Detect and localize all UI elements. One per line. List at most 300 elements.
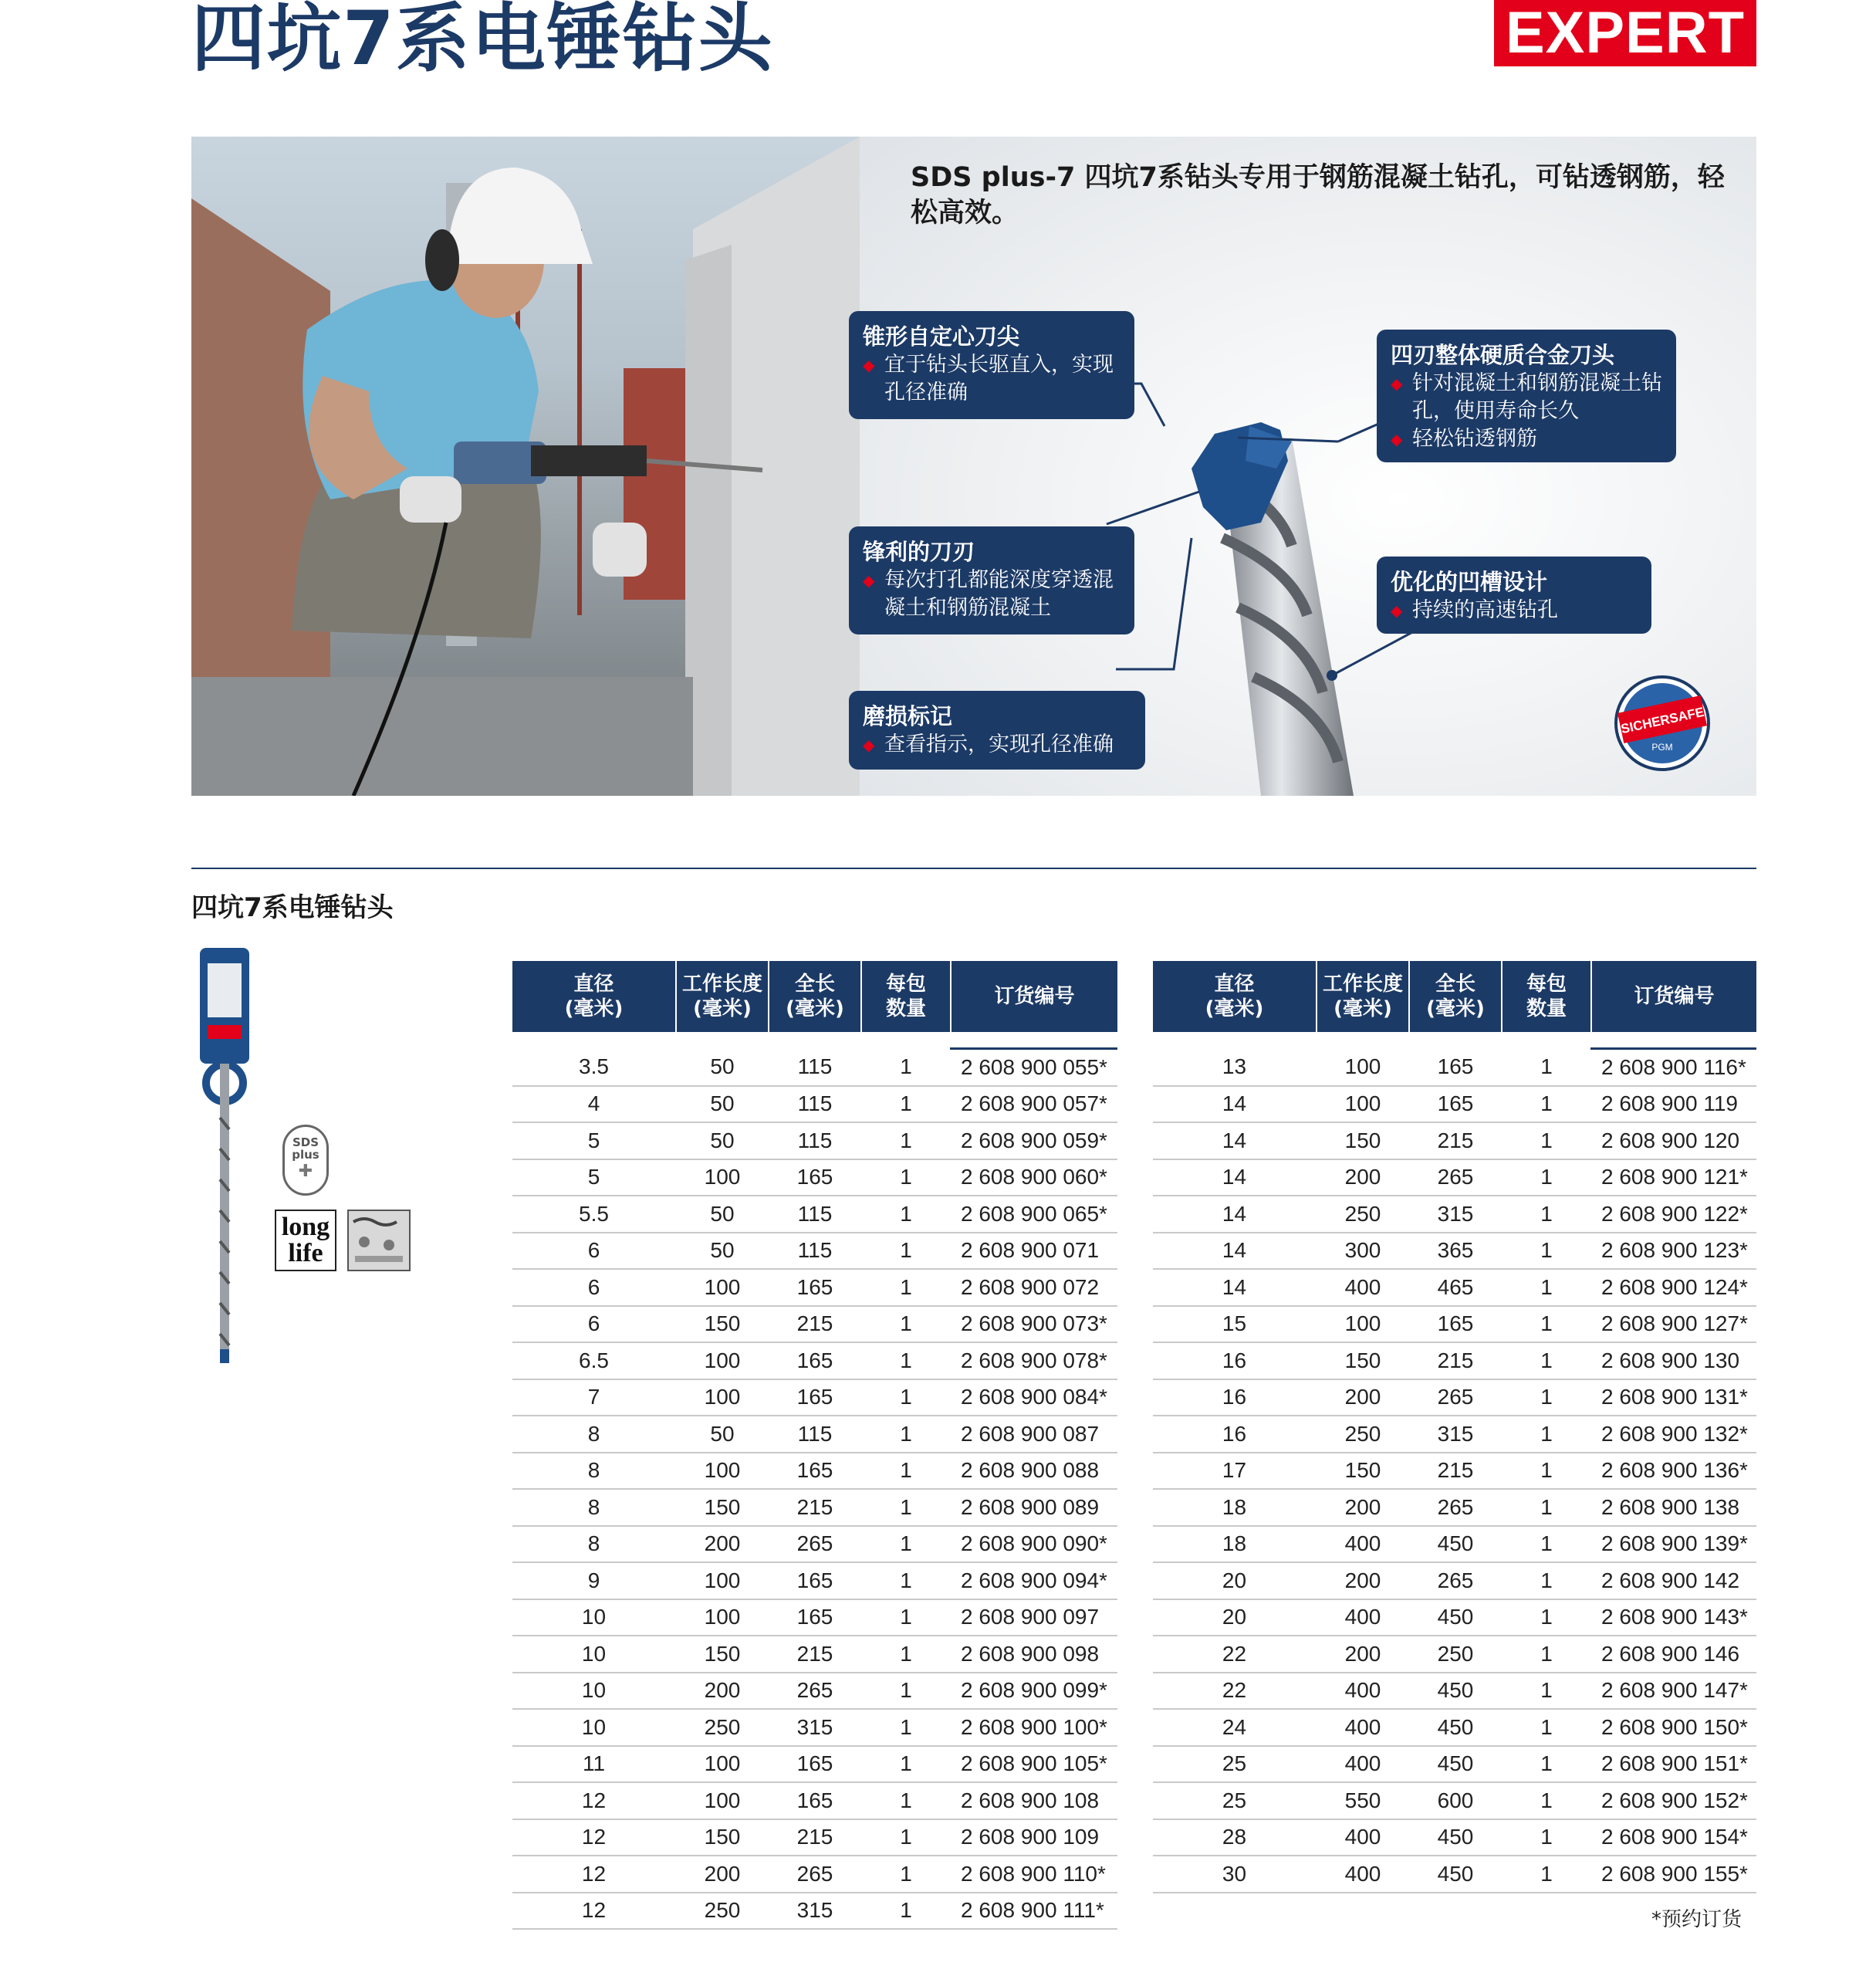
table-row (512, 1526, 1117, 1563)
long-life-icon (275, 1210, 336, 1271)
cell-diameter: 30 (1153, 1856, 1317, 1893)
page-title: 四坑7系电锤钻头 (191, 0, 774, 82)
table-row (512, 1453, 1117, 1490)
cell-diameter: 5 (512, 1159, 676, 1196)
seal-text: SICHERSAFE (1619, 704, 1705, 737)
cell-total-length: 165 (769, 1782, 861, 1819)
cell-pack-qty: 1 (861, 1856, 951, 1893)
table-row (1153, 1416, 1756, 1453)
cell-working-length: 200 (1317, 1636, 1409, 1673)
table-row (512, 1599, 1117, 1636)
table-row (512, 1159, 1117, 1196)
cell-order-number: 2 608 900 139* (1591, 1526, 1756, 1563)
cell-order-number: 2 608 900 108 (951, 1782, 1117, 1819)
table-row (1153, 1489, 1756, 1526)
cell-total-length: 265 (769, 1856, 861, 1893)
cell-total-length: 450 (1409, 1746, 1502, 1783)
cell-working-length: 400 (1317, 1599, 1409, 1636)
cell-working-length: 150 (676, 1306, 769, 1343)
table-row (1153, 1306, 1756, 1343)
table-row (512, 1856, 1117, 1893)
worker-drilling-photo (191, 137, 860, 796)
cell-working-length: 300 (1317, 1233, 1409, 1270)
cell-total-length: 165 (1409, 1049, 1502, 1086)
cell-total-length: 215 (769, 1489, 861, 1526)
cell-total-length: 165 (769, 1453, 861, 1490)
cell-diameter: 20 (1153, 1599, 1317, 1636)
cell-order-number: 2 608 900 098 (951, 1636, 1117, 1673)
cell-diameter: 8 (512, 1416, 676, 1453)
cell-order-number: 2 608 900 055* (951, 1049, 1117, 1086)
cell-order-number: 2 608 900 136* (1591, 1453, 1756, 1490)
cell-working-length: 250 (1317, 1196, 1409, 1233)
cell-total-length: 165 (769, 1599, 861, 1636)
cell-total-length: 465 (1409, 1269, 1502, 1306)
cell-order-number: 2 608 900 084* (951, 1379, 1117, 1416)
cell-total-length: 165 (769, 1746, 861, 1783)
cell-diameter: 10 (512, 1636, 676, 1673)
table-row (512, 1196, 1117, 1233)
cell-total-length: 215 (769, 1819, 861, 1856)
table-row (512, 1416, 1117, 1453)
cell-pack-qty: 1 (861, 1196, 951, 1233)
table-row (512, 1342, 1117, 1379)
cell-working-length: 150 (1317, 1122, 1409, 1159)
cell-pack-qty: 1 (1502, 1342, 1591, 1379)
cell-total-length: 165 (1409, 1086, 1502, 1123)
cell-total-length: 600 (1409, 1782, 1502, 1819)
callout-line: 宜于钻头长驱直入，实现孔径准确 (884, 353, 1114, 404)
cell-order-number: 2 608 900 152* (1591, 1782, 1756, 1819)
callout-line: 查看指示，实现孔径准确 (884, 733, 1114, 756)
header-pack-qty: 每包 数量 (1502, 961, 1591, 1032)
cell-working-length: 400 (1317, 1856, 1409, 1893)
cell-working-length: 50 (676, 1196, 769, 1233)
cell-pack-qty: 1 (1502, 1086, 1591, 1123)
cell-working-length: 100 (676, 1453, 769, 1490)
table-row (512, 1233, 1117, 1270)
cell-diameter: 14 (1153, 1086, 1317, 1123)
cell-diameter: 14 (1153, 1233, 1317, 1270)
cell-order-number: 2 608 900 142 (1591, 1562, 1756, 1599)
callout-flute (1377, 557, 1651, 634)
table-row (512, 1636, 1117, 1673)
cell-diameter: 22 (1153, 1673, 1317, 1710)
cell-order-number: 2 608 900 120 (1591, 1122, 1756, 1159)
cell-order-number: 2 608 900 094* (951, 1562, 1117, 1599)
expert-badge: EXPERT (1494, 0, 1756, 66)
cell-pack-qty: 1 (1502, 1306, 1591, 1343)
cell-working-length: 200 (676, 1526, 769, 1563)
cell-order-number: 2 608 900 138 (1591, 1489, 1756, 1526)
cell-working-length: 550 (1317, 1782, 1409, 1819)
cell-total-length: 315 (769, 1709, 861, 1746)
cell-working-length: 100 (676, 1746, 769, 1783)
sds-label: SDS (292, 1135, 319, 1149)
cell-working-length: 50 (676, 1086, 769, 1123)
callout-wear-mark (849, 691, 1145, 770)
table-row (512, 1562, 1117, 1599)
cell-diameter: 6 (512, 1306, 676, 1343)
cell-order-number: 2 608 900 132* (1591, 1416, 1756, 1453)
cell-pack-qty: 1 (861, 1709, 951, 1746)
red-diamond-icon: ◆ (863, 736, 875, 754)
table-row (1153, 1709, 1756, 1746)
header-working-length: 工作长度 (毫米) (1317, 961, 1409, 1032)
cell-working-length: 200 (1317, 1562, 1409, 1599)
cell-order-number: 2 608 900 122* (1591, 1196, 1756, 1233)
cell-pack-qty: 1 (1502, 1673, 1591, 1710)
cell-pack-qty: 1 (861, 1746, 951, 1783)
cell-pack-qty: 1 (1502, 1782, 1591, 1819)
cell-pack-qty: 1 (1502, 1489, 1591, 1526)
cell-pack-qty: 1 (1502, 1636, 1591, 1673)
red-diamond-icon: ◆ (1391, 374, 1403, 393)
cell-order-number: 2 608 900 154* (1591, 1819, 1756, 1856)
cell-order-number: 2 608 900 150* (1591, 1709, 1756, 1746)
cell-total-length: 450 (1409, 1709, 1502, 1746)
cell-diameter: 7 (512, 1379, 676, 1416)
cell-order-number: 2 608 900 071 (951, 1233, 1117, 1270)
cell-diameter: 14 (1153, 1122, 1317, 1159)
concrete-rebar-icon (347, 1210, 411, 1271)
cell-pack-qty: 1 (861, 1893, 951, 1930)
cell-diameter: 14 (1153, 1159, 1317, 1196)
cell-working-length: 100 (1317, 1306, 1409, 1343)
cell-working-length: 400 (1317, 1526, 1409, 1563)
long-label: long (281, 1213, 330, 1241)
cell-working-length: 400 (1317, 1673, 1409, 1710)
table-row (512, 1122, 1117, 1159)
plus-label: plus (292, 1148, 319, 1162)
cell-order-number: 2 608 900 072 (951, 1269, 1117, 1306)
cell-diameter: 12 (512, 1819, 676, 1856)
cell-total-length: 215 (1409, 1342, 1502, 1379)
spec-table-right (1153, 961, 1756, 1893)
cell-diameter: 18 (1153, 1489, 1317, 1526)
table-row (512, 1269, 1117, 1306)
cell-pack-qty: 1 (861, 1599, 951, 1636)
table-row (1153, 1159, 1756, 1196)
cell-total-length: 115 (769, 1122, 861, 1159)
red-diamond-icon: ◆ (863, 571, 875, 590)
cell-pack-qty: 1 (861, 1342, 951, 1379)
cell-order-number: 2 608 900 116* (1591, 1049, 1756, 1086)
cell-pack-qty: 1 (1502, 1416, 1591, 1453)
cell-working-length: 250 (676, 1893, 769, 1930)
cell-pack-qty: 1 (1502, 1526, 1591, 1563)
cell-total-length: 315 (1409, 1196, 1502, 1233)
cell-diameter: 22 (1153, 1636, 1317, 1673)
cell-diameter: 5.5 (512, 1196, 676, 1233)
cell-working-length: 50 (676, 1233, 769, 1270)
cell-working-length: 100 (676, 1159, 769, 1196)
table-row (512, 1893, 1117, 1930)
callout-line: 持续的高速钻孔 (1412, 598, 1558, 622)
table-row (512, 1306, 1117, 1343)
seal-sub-text: PGM (1651, 742, 1673, 753)
cell-order-number: 2 608 900 151* (1591, 1746, 1756, 1783)
worker-illustration (191, 137, 860, 796)
cell-order-number: 2 608 900 147* (1591, 1673, 1756, 1710)
cell-working-length: 50 (676, 1049, 769, 1086)
cell-pack-qty: 1 (861, 1086, 951, 1123)
cell-diameter: 10 (512, 1709, 676, 1746)
cell-order-number: 2 608 900 099* (951, 1673, 1117, 1710)
cell-working-length: 100 (676, 1599, 769, 1636)
sds-plus-icon (282, 1125, 329, 1196)
cell-pack-qty: 1 (1502, 1196, 1591, 1233)
table-row (512, 1673, 1117, 1710)
table-row (512, 1086, 1117, 1123)
cell-order-number: 2 608 900 100* (951, 1709, 1117, 1746)
header-diameter: 直径 (毫米) (512, 961, 676, 1032)
callout-tip (849, 311, 1134, 419)
cell-total-length: 365 (1409, 1233, 1502, 1270)
table-row (1153, 1673, 1756, 1710)
cell-total-length: 215 (1409, 1122, 1502, 1159)
cell-diameter: 18 (1153, 1526, 1317, 1563)
cell-order-number: 2 608 900 123* (1591, 1233, 1756, 1270)
header-total-length: 全长 (毫米) (769, 961, 861, 1032)
cell-diameter: 12 (512, 1782, 676, 1819)
cell-working-length: 150 (676, 1489, 769, 1526)
cell-order-number: 2 608 900 073* (951, 1306, 1117, 1343)
cell-diameter: 28 (1153, 1819, 1317, 1856)
header-diameter: 直径 (毫米) (1153, 961, 1317, 1032)
cell-pack-qty: 1 (861, 1379, 951, 1416)
cell-total-length: 165 (1409, 1306, 1502, 1343)
cell-diameter: 25 (1153, 1746, 1317, 1783)
table-row (1153, 1269, 1756, 1306)
cell-pack-qty: 1 (861, 1562, 951, 1599)
cell-working-length: 200 (1317, 1489, 1409, 1526)
cell-pack-qty: 1 (1502, 1233, 1591, 1270)
table-row (1153, 1746, 1756, 1783)
table-row (512, 1489, 1117, 1526)
cell-total-length: 165 (769, 1269, 861, 1306)
table-row (512, 1379, 1117, 1416)
cell-diameter: 8 (512, 1526, 676, 1563)
cell-working-length: 100 (676, 1269, 769, 1306)
cell-working-length: 150 (676, 1819, 769, 1856)
cell-order-number: 2 608 900 124* (1591, 1269, 1756, 1306)
header-pack-qty: 每包 数量 (861, 961, 951, 1032)
cell-total-length: 165 (769, 1562, 861, 1599)
cell-order-number: 2 608 900 143* (1591, 1599, 1756, 1636)
table-row (1153, 1562, 1756, 1599)
cell-order-number: 2 608 900 109 (951, 1819, 1117, 1856)
cell-order-number: 2 608 900 127* (1591, 1306, 1756, 1343)
table-row (1153, 1782, 1756, 1819)
table-row (512, 1819, 1117, 1856)
cell-pack-qty: 1 (1502, 1746, 1591, 1783)
cell-working-length: 400 (1317, 1746, 1409, 1783)
cell-total-length: 265 (769, 1673, 861, 1710)
cell-working-length: 100 (676, 1782, 769, 1819)
cell-total-length: 165 (769, 1342, 861, 1379)
cell-order-number: 2 608 900 065* (951, 1196, 1117, 1233)
cell-total-length: 165 (769, 1379, 861, 1416)
header-order-number: 订货编号 (1591, 961, 1756, 1032)
cell-diameter: 14 (1153, 1269, 1317, 1306)
cell-pack-qty: 1 (861, 1819, 951, 1856)
table-row (1153, 1086, 1756, 1123)
cell-working-length: 400 (1317, 1709, 1409, 1746)
cell-order-number: 2 608 900 059* (951, 1122, 1117, 1159)
cell-order-number: 2 608 900 131* (1591, 1379, 1756, 1416)
spec-table-left (512, 961, 1117, 1930)
cell-diameter: 25 (1153, 1782, 1317, 1819)
cell-diameter: 16 (1153, 1379, 1317, 1416)
table-row (512, 1782, 1117, 1819)
cell-order-number: 2 608 900 087 (951, 1416, 1117, 1453)
cell-order-number: 2 608 900 110* (951, 1856, 1117, 1893)
table-row (1153, 1233, 1756, 1270)
callout-line: 针对混凝土和钢筋混凝土钻孔，使用寿命长久 (1412, 371, 1662, 423)
table-row (512, 1049, 1117, 1086)
cell-pack-qty: 1 (861, 1269, 951, 1306)
section-title: 四坑7系电锤钻头 (191, 892, 394, 923)
cell-total-length: 115 (769, 1416, 861, 1453)
table-row (512, 1709, 1117, 1746)
cell-total-length: 265 (1409, 1159, 1502, 1196)
cell-pack-qty: 1 (1502, 1709, 1591, 1746)
cell-pack-qty: 1 (1502, 1856, 1591, 1893)
cell-total-length: 265 (1409, 1379, 1502, 1416)
callout-edge (849, 526, 1134, 634)
red-diamond-icon: ◆ (863, 356, 875, 374)
cell-working-length: 250 (1317, 1416, 1409, 1453)
cell-working-length: 150 (1317, 1342, 1409, 1379)
cell-total-length: 450 (1409, 1526, 1502, 1563)
cell-pack-qty: 1 (1502, 1453, 1591, 1490)
cell-order-number: 2 608 900 057* (951, 1086, 1117, 1123)
life-label: life (288, 1239, 323, 1267)
cell-working-length: 200 (676, 1856, 769, 1893)
cell-diameter: 14 (1153, 1196, 1317, 1233)
cell-working-length: 150 (1317, 1453, 1409, 1490)
cell-pack-qty: 1 (1502, 1599, 1591, 1636)
cell-working-length: 50 (676, 1122, 769, 1159)
cell-working-length: 250 (676, 1709, 769, 1746)
cell-total-length: 450 (1409, 1599, 1502, 1636)
cell-working-length: 100 (676, 1342, 769, 1379)
table-row (1153, 1049, 1756, 1086)
cell-working-length: 150 (676, 1636, 769, 1673)
cell-pack-qty: 1 (861, 1673, 951, 1710)
preorder-footnote: *预约订货 (1651, 1908, 1742, 1931)
cell-diameter: 6.5 (512, 1342, 676, 1379)
cell-order-number: 2 608 900 111* (951, 1893, 1117, 1930)
callout-title: 优化的凹槽设计 (1391, 569, 1548, 595)
callout-title: 锋利的刀刃 (863, 539, 975, 565)
cell-working-length: 200 (676, 1673, 769, 1710)
cell-pack-qty: 1 (861, 1416, 951, 1453)
callout-title: 锥形自定心刀尖 (863, 323, 1020, 350)
hero-banner (191, 137, 1756, 796)
cell-pack-qty: 1 (1502, 1562, 1591, 1599)
table-row (1153, 1856, 1756, 1893)
cross-shape-icon: ✚ (298, 1162, 313, 1181)
cell-diameter: 10 (512, 1673, 676, 1710)
cell-total-length: 165 (769, 1159, 861, 1196)
table-row (1153, 1599, 1756, 1636)
cell-diameter: 5 (512, 1122, 676, 1159)
header-working-length: 工作长度 (毫米) (676, 961, 769, 1032)
cell-working-length: 100 (676, 1379, 769, 1416)
header-total-length: 全长 (毫米) (1409, 961, 1502, 1032)
cell-working-length: 400 (1317, 1269, 1409, 1306)
cell-order-number: 2 608 900 060* (951, 1159, 1117, 1196)
table-row (1153, 1379, 1756, 1416)
cell-total-length: 450 (1409, 1819, 1502, 1856)
cell-order-number: 2 608 900 078* (951, 1342, 1117, 1379)
cell-order-number: 2 608 900 097 (951, 1599, 1117, 1636)
cell-total-length: 315 (769, 1893, 861, 1930)
cell-pack-qty: 1 (1502, 1049, 1591, 1086)
intro-text: SDS plus-7 四坑7系钻头专用于钢筋混凝土钻孔，可钻透钢筋，轻松高效。 (911, 162, 1725, 228)
table-row (1153, 1636, 1756, 1673)
cell-working-length: 100 (676, 1562, 769, 1599)
cell-diameter: 16 (1153, 1416, 1317, 1453)
cell-order-number: 2 608 900 155* (1591, 1856, 1756, 1893)
cell-working-length: 100 (1317, 1086, 1409, 1123)
cell-diameter: 16 (1153, 1342, 1317, 1379)
feature-panel (860, 137, 1756, 796)
red-diamond-icon: ◆ (1391, 430, 1403, 448)
cell-order-number: 2 608 900 090* (951, 1526, 1117, 1563)
cell-pack-qty: 1 (1502, 1122, 1591, 1159)
cell-working-length: 400 (1317, 1819, 1409, 1856)
cell-diameter: 6 (512, 1233, 676, 1270)
cell-diameter: 10 (512, 1599, 676, 1636)
cell-diameter: 11 (512, 1746, 676, 1783)
cell-order-number: 2 608 900 089 (951, 1489, 1117, 1526)
cell-total-length: 215 (769, 1636, 861, 1673)
callout-title: 磨损标记 (863, 703, 953, 729)
callout-carbide-head (1377, 330, 1676, 462)
cell-diameter: 20 (1153, 1562, 1317, 1599)
drill-bit-product-image (197, 948, 252, 1365)
callout-line: 轻松钻透钢筋 (1412, 427, 1537, 451)
callout-title: 四刃整体硬质合金刀头 (1391, 342, 1615, 368)
cell-diameter: 13 (1153, 1049, 1317, 1086)
table-row (1153, 1526, 1756, 1563)
header-order-number: 订货编号 (951, 961, 1117, 1032)
cell-total-length: 265 (1409, 1489, 1502, 1526)
cell-pack-qty: 1 (861, 1233, 951, 1270)
cell-order-number: 2 608 900 146 (1591, 1636, 1756, 1673)
cell-diameter: 8 (512, 1453, 676, 1490)
cell-pack-qty: 1 (861, 1782, 951, 1819)
cell-diameter: 12 (512, 1893, 676, 1930)
cell-total-length: 450 (1409, 1856, 1502, 1893)
table-row (512, 1746, 1117, 1783)
cell-working-length: 200 (1317, 1159, 1409, 1196)
cell-working-length: 50 (676, 1416, 769, 1453)
cell-pack-qty: 1 (861, 1122, 951, 1159)
cell-diameter: 15 (1153, 1306, 1317, 1343)
cell-total-length: 315 (1409, 1416, 1502, 1453)
cell-diameter: 3.5 (512, 1049, 676, 1086)
cell-working-length: 100 (1317, 1049, 1409, 1086)
table-row (1153, 1819, 1756, 1856)
cell-pack-qty: 1 (1502, 1819, 1591, 1856)
cell-diameter: 24 (1153, 1709, 1317, 1746)
cell-total-length: 215 (1409, 1453, 1502, 1490)
cell-pack-qty: 1 (1502, 1379, 1591, 1416)
